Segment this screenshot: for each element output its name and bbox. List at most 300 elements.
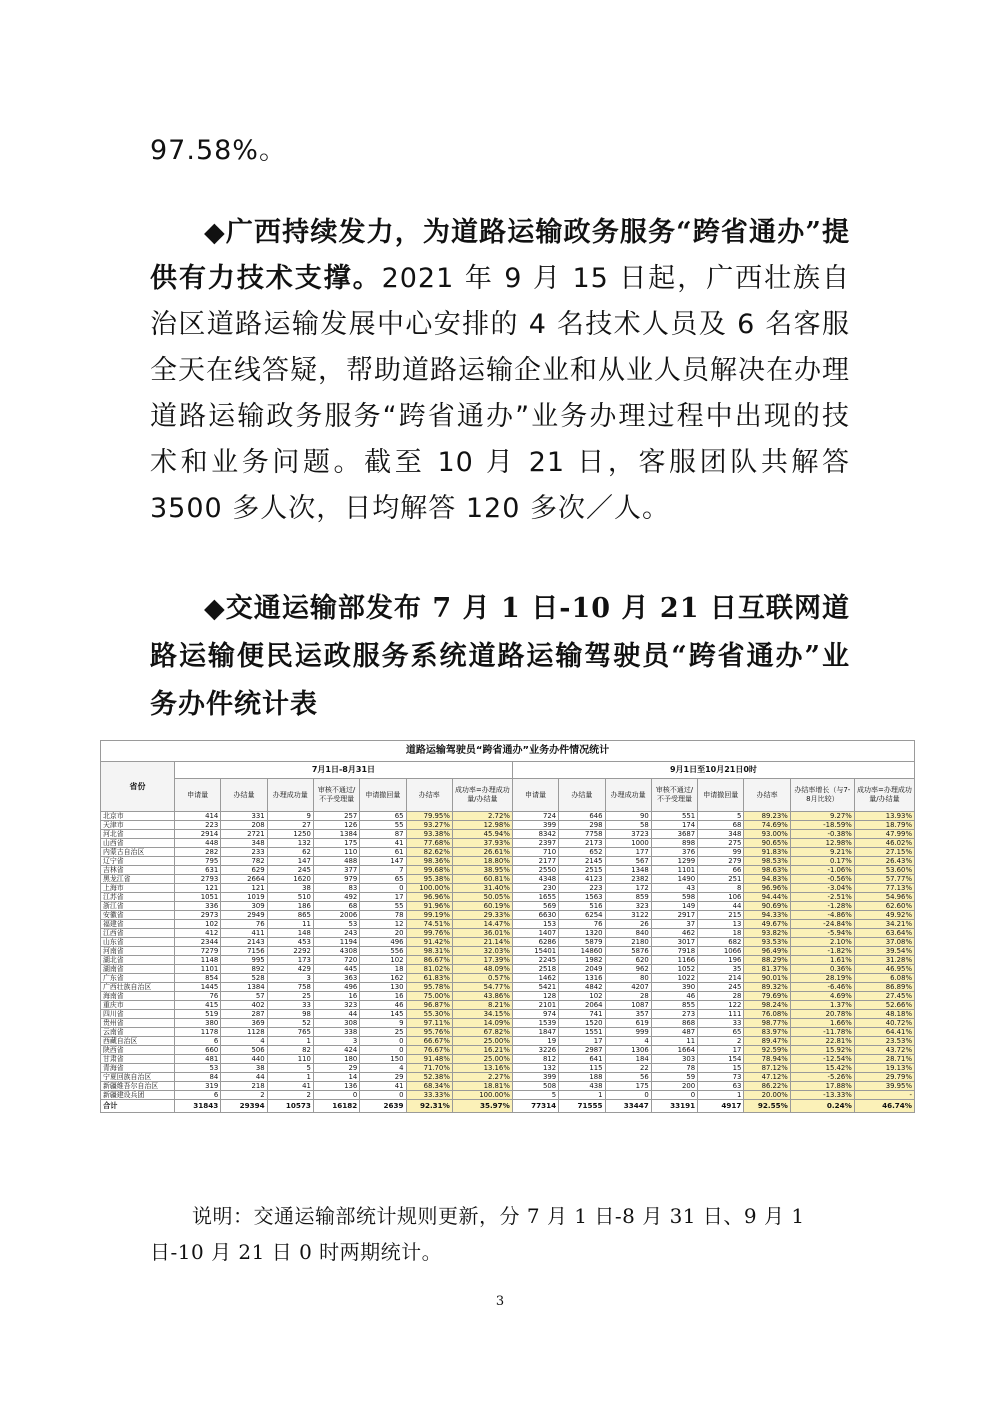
table-cell: 68 (698, 821, 744, 830)
table-cell: 52.38% (406, 1073, 452, 1082)
table-cell: 516 (559, 902, 605, 911)
table-cell: -2.51% (790, 893, 854, 902)
table-cell: 569 (512, 902, 558, 911)
table-cell: 962 (605, 965, 651, 974)
table-cell: 506 (221, 1046, 267, 1055)
table-cell: 2.10% (790, 938, 854, 947)
table-row (101, 965, 915, 974)
table-cell: 45.94% (452, 830, 512, 839)
table-cell: 87.12% (744, 1064, 790, 1073)
table-cell: 28.19% (790, 974, 854, 983)
table-cell: 77.68% (406, 839, 452, 848)
table-cell: 8 (698, 884, 744, 893)
province-cell: 重庆市 (101, 1001, 175, 1010)
table-cell: 49.67% (744, 920, 790, 929)
table-cell: 2973 (175, 911, 221, 920)
column-header: 办理成功量 (267, 779, 313, 812)
table-cell: 481 (175, 1055, 221, 1064)
province-cell: 河南省 (101, 947, 175, 956)
table-cell: 376 (651, 848, 697, 857)
table-cell: 2793 (175, 875, 221, 884)
table-row (101, 1001, 915, 1010)
province-cell: 河北省 (101, 830, 175, 839)
province-cell: 山西省 (101, 839, 175, 848)
table-cell: 1490 (651, 875, 697, 884)
table-cell: 7279 (175, 947, 221, 956)
table-cell: 4123 (559, 875, 605, 884)
table-cell: 0.17% (790, 857, 854, 866)
table-cell: 66 (698, 866, 744, 875)
column-header-row (101, 779, 915, 812)
table-body (101, 812, 915, 1113)
table-cell: 0 (360, 1091, 406, 1100)
period1-header: 7月1日-8月31日 (175, 762, 513, 779)
table-cell: 5876 (605, 947, 651, 956)
table-cell: 2049 (559, 965, 605, 974)
table-cell: 758 (267, 983, 313, 992)
table-cell: 363 (313, 974, 359, 983)
table-cell: 128 (512, 992, 558, 1001)
table-cell: 100.00% (406, 884, 452, 893)
table-cell: 62 (267, 848, 313, 857)
table-cell: 115 (559, 1064, 605, 1073)
table-cell: 173 (267, 956, 313, 965)
table-cell: 424 (313, 1046, 359, 1055)
table-cell: 840 (605, 929, 651, 938)
table-cell: 5 (267, 1064, 313, 1073)
table-cell: 2550 (512, 866, 558, 875)
table-cell: 37.93% (452, 839, 512, 848)
table-cell: 68 (313, 902, 359, 911)
table-cell: 90 (605, 812, 651, 821)
table-cell: 57 (221, 992, 267, 1001)
statistics-table (100, 740, 915, 1113)
table-cell: 1066 (698, 947, 744, 956)
table-cell: 82 (267, 1046, 313, 1055)
table-cell: 79.69% (744, 992, 790, 1001)
table-cell: 18 (698, 929, 744, 938)
table-cell: 0 (360, 884, 406, 893)
table-cell: 41 (267, 1082, 313, 1091)
table-cell: 308 (313, 1019, 359, 1028)
table-cell: 75.00% (406, 992, 452, 1001)
table-cell: 1847 (512, 1028, 558, 1037)
province-cell: 吉林省 (101, 866, 175, 875)
table-row (101, 830, 915, 839)
province-cell: 黑龙江省 (101, 875, 175, 884)
table-cell: 186 (267, 902, 313, 911)
table-cell: 7156 (221, 947, 267, 956)
table-cell: 91.83% (744, 848, 790, 857)
table-cell: 102 (360, 956, 406, 965)
table-cell: 52.66% (854, 1001, 914, 1010)
table-cell: 1250 (267, 830, 313, 839)
table-cell: 148 (267, 929, 313, 938)
table-cell: 415 (175, 1001, 221, 1010)
table-row (101, 974, 915, 983)
province-cell: 西藏自治区 (101, 1037, 175, 1046)
table-cell: 282 (175, 848, 221, 857)
table-cell: 251 (698, 875, 744, 884)
table-cell: 2.72% (452, 812, 512, 821)
table-cell: 64.41% (854, 1028, 914, 1037)
province-cell: 新疆维吾尔自治区 (101, 1082, 175, 1091)
table-cell: 7758 (559, 830, 605, 839)
table-cell: 74.51% (406, 920, 452, 929)
column-header: 办结量 (559, 779, 605, 812)
table-cell: 1551 (559, 1028, 605, 1037)
province-cell: 北京市 (101, 812, 175, 821)
table-cell: 96.87% (406, 1001, 452, 1010)
table-cell: 73 (698, 1073, 744, 1082)
table-cell: 66.67% (406, 1037, 452, 1046)
table-cell: 496 (360, 938, 406, 947)
table-cell: 348 (698, 830, 744, 839)
table-cell: 245 (698, 983, 744, 992)
table-cell: 174 (651, 821, 697, 830)
table-cell: 99.19% (406, 911, 452, 920)
table-cell: 40.72% (854, 1019, 914, 1028)
table-cell: 319 (175, 1082, 221, 1091)
table-cell: 2101 (512, 1001, 558, 1010)
table-cell: 6286 (512, 938, 558, 947)
period2-header: 9月1日至10月21日0时 (512, 762, 914, 779)
table-cell: - (854, 1091, 914, 1100)
table-cell: 3017 (651, 938, 697, 947)
table-cell: 95.78% (406, 983, 452, 992)
table-cell: 1655 (512, 893, 558, 902)
table-cell: 83 (313, 884, 359, 893)
table-cell: 1000 (605, 839, 651, 848)
table-cell: 43.86% (452, 992, 512, 1001)
table-cell: 448 (175, 839, 221, 848)
table-cell: 61.83% (406, 974, 452, 983)
table-cell: 46.02% (854, 839, 914, 848)
table-cell: 50.05% (452, 893, 512, 902)
table-cell: 26 (605, 920, 651, 929)
table-cell: 28 (698, 992, 744, 1001)
table-cell: 8342 (512, 830, 558, 839)
table-cell: 519 (175, 1010, 221, 1019)
table-cell: 96.96% (744, 884, 790, 893)
table-cell: 629 (221, 866, 267, 875)
table-cell: 47.12% (744, 1073, 790, 1082)
province-cell: 山东省 (101, 938, 175, 947)
table-row (101, 884, 915, 893)
table-cell: 26.43% (854, 857, 914, 866)
table-cell: 88.29% (744, 956, 790, 965)
table-cell: 53.60% (854, 866, 914, 875)
table-cell: 121 (221, 884, 267, 893)
table-cell: 6254 (559, 911, 605, 920)
table-cell: 76 (175, 992, 221, 1001)
table-cell: 462 (651, 929, 697, 938)
table-cell: 90.01% (744, 974, 790, 983)
table-cell: 3723 (605, 830, 651, 839)
table-cell: 77.13% (854, 884, 914, 893)
table-cell: 275 (698, 839, 744, 848)
table-row (101, 911, 915, 920)
table-cell: 230 (512, 884, 558, 893)
table-cell: -1.82% (790, 947, 854, 956)
table-cell: 323 (605, 902, 651, 911)
table-cell: 1128 (221, 1028, 267, 1037)
table-cell: 196 (698, 956, 744, 965)
table-row (101, 956, 915, 965)
table-cell: 2245 (512, 956, 558, 965)
table-heading: ◆交通运输部发布 7 月 1 日-10 月 21 日互联网道路运输便民运政服务系统道路运输驾驶员“跨省通办”业务办件统计表 (150, 593, 850, 720)
table-cell: 14860 (559, 947, 605, 956)
province-cell: 湖南省 (101, 965, 175, 974)
table-cell: 86.67% (406, 956, 452, 965)
table-row (101, 983, 915, 992)
table-cell: 298 (559, 821, 605, 830)
table-cell: 5879 (559, 938, 605, 947)
table-cell: 37 (651, 920, 697, 929)
table-cell: 46.74% (854, 1100, 914, 1113)
table-cell: 60.81% (452, 875, 512, 884)
table-cell: 357 (605, 1010, 651, 1019)
table-cell: 44 (313, 1010, 359, 1019)
table-cell: 1166 (651, 956, 697, 965)
table-cell: 154 (698, 1055, 744, 1064)
table-cell: 16182 (313, 1100, 359, 1113)
table-cell: 38 (267, 884, 313, 893)
table-cell: 25 (360, 1028, 406, 1037)
table-cell: 33 (698, 1019, 744, 1028)
table-cell: 33191 (651, 1100, 697, 1113)
table-row (101, 839, 915, 848)
column-header: 办结率 (744, 779, 790, 812)
guangxi-paragraph (150, 210, 850, 532)
table-cell: 22.81% (790, 1037, 854, 1046)
table-cell: 974 (512, 1010, 558, 1019)
table-cell: 37.08% (854, 938, 914, 947)
province-cell: 湖北省 (101, 956, 175, 965)
table-cell: 100.00% (452, 1091, 512, 1100)
table-cell: 126 (313, 821, 359, 830)
table-cell: 528 (221, 974, 267, 983)
table-cell: 2914 (175, 830, 221, 839)
table-row (101, 1019, 915, 1028)
table-cell: 279 (698, 857, 744, 866)
table-cell: 25 (267, 992, 313, 1001)
table-cell: 438 (559, 1082, 605, 1091)
table-cell: 2 (221, 1091, 267, 1100)
column-header: 申请撤回量 (360, 779, 406, 812)
table-row (101, 1028, 915, 1037)
table-cell: 13.16% (452, 1064, 512, 1073)
table-cell: 96.96% (406, 893, 452, 902)
table-cell: 765 (267, 1028, 313, 1037)
table-cell: 98.31% (406, 947, 452, 956)
table-cell: 2515 (559, 866, 605, 875)
table-cell: 33 (267, 1001, 313, 1010)
table-cell: 23.53% (854, 1037, 914, 1046)
table-cell: 440 (221, 1055, 267, 1064)
table-cell: 33447 (605, 1100, 651, 1113)
table-cell: 336 (175, 902, 221, 911)
table-cell: 208 (221, 821, 267, 830)
table-cell: 1022 (651, 974, 697, 983)
table-cell: 93.00% (744, 830, 790, 839)
table-cell: 1052 (651, 965, 697, 974)
table-cell: 660 (175, 1046, 221, 1055)
table-cell: 12 (360, 920, 406, 929)
table-cell: 3687 (651, 830, 697, 839)
table-cell: 57.77% (854, 875, 914, 884)
table-cell: -1.06% (790, 866, 854, 875)
table-cell: 17 (698, 1046, 744, 1055)
table-cell: 1101 (175, 965, 221, 974)
table-cell: 3226 (512, 1046, 558, 1055)
table-cell: 429 (267, 965, 313, 974)
table-cell: 122 (698, 1001, 744, 1010)
table-cell: 91.48% (406, 1055, 452, 1064)
table-cell: 6 (175, 1091, 221, 1100)
table-cell: 97.11% (406, 1019, 452, 1028)
table-cell: 94.44% (744, 893, 790, 902)
table-row (101, 821, 915, 830)
table-cell: 59 (651, 1073, 697, 1082)
table-cell: 348 (221, 839, 267, 848)
table-row (101, 875, 915, 884)
total-row (101, 1100, 915, 1113)
table-cell: 89.23% (744, 812, 790, 821)
table-cell: 6.08% (854, 974, 914, 983)
table-cell: 0.57% (452, 974, 512, 983)
table-cell: 0 (313, 1091, 359, 1100)
table-cell: 4 (221, 1037, 267, 1046)
table-cell: 67.82% (452, 1028, 512, 1037)
table-cell: 620 (605, 956, 651, 965)
table-cell: 110 (313, 848, 359, 857)
table-cell: 17 (559, 1037, 605, 1046)
table-cell: 48.18% (854, 1010, 914, 1019)
table-cell: 29 (360, 1073, 406, 1082)
table-cell: 15401 (512, 947, 558, 956)
column-header: 办结率 (406, 779, 452, 812)
table-cell: 20.00% (744, 1091, 790, 1100)
table-cell: 0 (651, 1091, 697, 1100)
table-cell: 487 (651, 1028, 697, 1037)
table-cell: 11 (651, 1037, 697, 1046)
column-header: 成功率=办理成功量/办结量 (854, 779, 914, 812)
table-cell: 44 (221, 1073, 267, 1082)
table-cell: 402 (221, 1001, 267, 1010)
table-cell: 2.27% (452, 1073, 512, 1082)
table-cell: 720 (313, 956, 359, 965)
table-cell: 7 (360, 866, 406, 875)
table-cell: 31.40% (452, 884, 512, 893)
table-cell: -24.84% (790, 920, 854, 929)
table-cell: 5421 (512, 983, 558, 992)
table-cell: 2143 (221, 938, 267, 947)
table-cell: 93.82% (744, 929, 790, 938)
table-row (101, 1091, 915, 1100)
table-cell: 4.69% (790, 992, 854, 1001)
table-cell: 999 (605, 1028, 651, 1037)
table-cell: 2 (267, 1091, 313, 1100)
table-cell: 55.30% (406, 1010, 452, 1019)
table-cell: 995 (221, 956, 267, 965)
table-cell: 15.42% (790, 1064, 854, 1073)
table-cell: 14.47% (452, 920, 512, 929)
table-cell: 27.45% (854, 992, 914, 1001)
table-cell: 99.68% (406, 866, 452, 875)
table-cell: 76 (559, 920, 605, 929)
table-cell: 865 (267, 911, 313, 920)
table-cell: 1019 (221, 893, 267, 902)
table-cell: 38.95% (452, 866, 512, 875)
table-cell: 34.15% (452, 1010, 512, 1019)
table-cell: 27.15% (854, 848, 914, 857)
table-cell: 4842 (559, 983, 605, 992)
table-cell: 86.22% (744, 1082, 790, 1091)
column-header: 成功率=办理成功量/办结量 (452, 779, 512, 812)
table-cell: 136 (313, 1082, 359, 1091)
table-cell: 13.93% (854, 812, 914, 821)
table-cell: 331 (221, 812, 267, 821)
table-cell: 380 (175, 1019, 221, 1028)
table-cell: 34.21% (854, 920, 914, 929)
table-cell: 3122 (605, 911, 651, 920)
table-cell: 854 (175, 974, 221, 983)
table-cell: 1.37% (790, 1001, 854, 1010)
table-row (101, 938, 915, 947)
table-cell: 1 (267, 1073, 313, 1082)
table-cell: 510 (267, 893, 313, 902)
table-cell: 390 (651, 983, 697, 992)
province-cell: 新疆建设兵团 (101, 1091, 175, 1100)
table-cell: -11.78% (790, 1028, 854, 1037)
table-cell: 188 (559, 1073, 605, 1082)
table-cell: 58 (605, 821, 651, 830)
table-cell: 1087 (605, 1001, 651, 1010)
table-row (101, 857, 915, 866)
table-cell: 32.03% (452, 947, 512, 956)
table-cell: 14 (313, 1073, 359, 1082)
table-cell: 28 (605, 992, 651, 1001)
table-cell: 1 (267, 1037, 313, 1046)
table-cell: 62.60% (854, 902, 914, 911)
table-cell: 2949 (221, 911, 267, 920)
table-cell: 16 (360, 992, 406, 1001)
table-cell: 2382 (605, 875, 651, 884)
table-cell: 710 (512, 848, 558, 857)
table-cell: 90.65% (744, 839, 790, 848)
table-cell: 15 (698, 1064, 744, 1073)
table-cell: 273 (651, 1010, 697, 1019)
table-cell: 71555 (559, 1100, 605, 1113)
table-cell: 95.76% (406, 1028, 452, 1037)
table-cell: 44 (698, 902, 744, 911)
table-cell: 84 (175, 1073, 221, 1082)
table-cell: 81.02% (406, 965, 452, 974)
province-cell: 福建省 (101, 920, 175, 929)
table-cell: 46 (651, 992, 697, 1001)
table-cell: 54.77% (452, 983, 512, 992)
table-cell: 855 (651, 1001, 697, 1010)
table-row (101, 866, 915, 875)
table-cell: 641 (559, 1055, 605, 1064)
table-cell: 10573 (267, 1100, 313, 1113)
table-cell: 47.99% (854, 830, 914, 839)
table-cell: 39.95% (854, 1082, 914, 1091)
table-cell: 2180 (605, 938, 651, 947)
table-cell: 1051 (175, 893, 221, 902)
table-row (101, 1037, 915, 1046)
